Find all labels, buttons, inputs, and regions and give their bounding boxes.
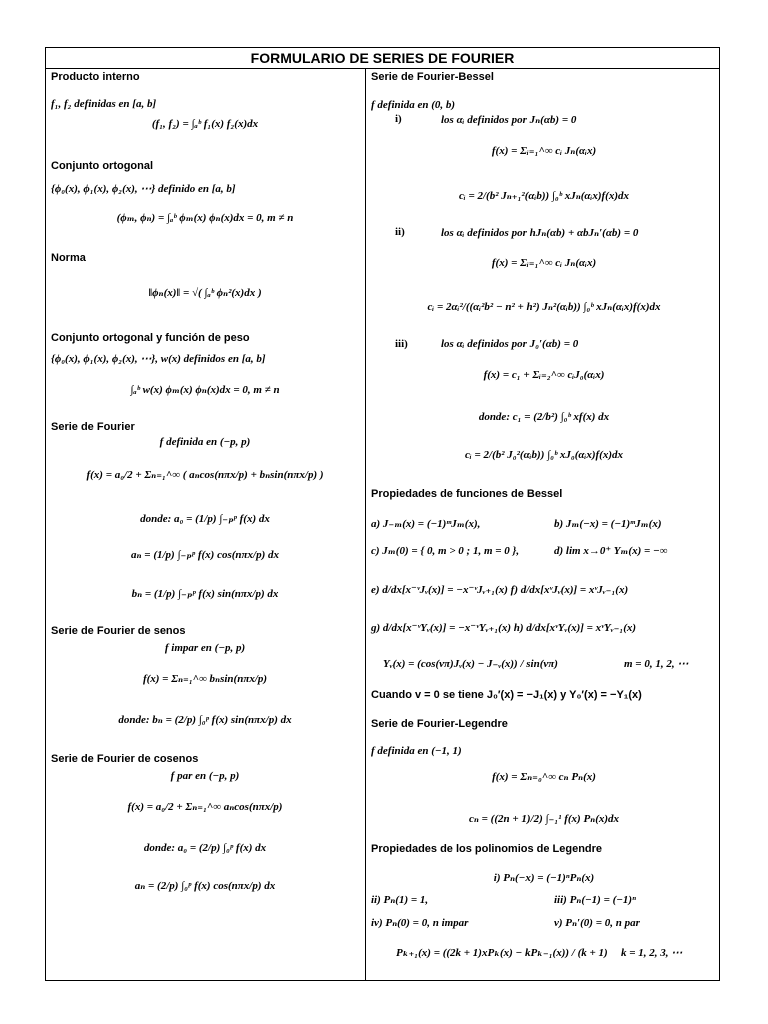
formula-line: cₙ = ((2n + 1)/2) ∫₋₁¹ f(x) Pₙ(x)dx <box>468 813 620 825</box>
formula-line: cᵢ = 2/(b² J₀²(αᵢb)) ∫₀ᵇ xJ₀(αᵢx)f(x)dx <box>465 449 623 461</box>
formula-line: f(x) = Σᵢ₌₁^∞ cᵢ Jₙ(αᵢx) <box>491 257 597 269</box>
formula-line: f₁, f₂ definidas en [a, b] <box>51 98 157 110</box>
formula-line: {ϕ₀(x), ϕ₁(x), ϕ₂(x), ⋯} definido en [a, b] <box>51 183 236 195</box>
section-heading: Conjunto ortogonal y función de peso <box>51 332 250 344</box>
formula-line: cᵢ = 2αᵢ²/((αᵢ²b² − n² + h²) Jₙ²(αᵢb)) ∫₀ᵇ xJₙ(αᵢx)f(x)dx <box>427 301 661 313</box>
formula-line: bₙ = (1/p) ∫₋ₚᵖ f(x) sin(nπx/p) dx <box>131 588 279 600</box>
formula-line: aₙ = (2/p) ∫₀ᵖ f(x) cos(nπx/p) dx <box>134 880 276 892</box>
section-heading: Serie de Fourier de senos <box>51 625 186 637</box>
formula-line: (ϕₘ, ϕₙ) = ∫ₐᵇ ϕₘ(x) ϕₙ(x)dx = 0, m ≠ n <box>116 212 294 224</box>
formula-line: d) lim x→0⁺ Yₘ(x) = −∞ <box>554 545 668 557</box>
formula-line: b) Jₘ(−x) = (−1)ᵐJₘ(x) <box>554 518 662 530</box>
formula-line: iv) Pₙ(0) = 0, n impar <box>371 917 469 929</box>
formula-line: e) d/dx[x⁻ᵛJᵥ(x)] = −x⁻ᵛJᵥ₊₁(x) f) d/dx[xᵛJᵥ(x)] = xᵛJᵥ₋₁(x) <box>371 584 629 596</box>
formula-line: donde: a₀ = (2/p) ∫₀ᵖ f(x) dx <box>143 842 267 854</box>
formula-line: f(x) = Σᵢ₌₁^∞ cᵢ Jₙ(αᵢx) <box>491 145 597 157</box>
item-label: i) <box>395 113 402 125</box>
formula-line: donde: c₁ = (2/b²) ∫₀ᵇ xf(x) dx <box>478 411 610 423</box>
section-heading: Serie de Fourier de cosenos <box>51 753 199 765</box>
item-label: ii) <box>395 226 405 238</box>
formula-line: {ϕ₀(x), ϕ₁(x), ϕ₂(x), ⋯}, w(x) definidos en [a, b] <box>51 353 266 365</box>
section-heading: Serie de Fourier <box>51 421 135 433</box>
formula-line: f(x) = Σₙ₌₀^∞ cₙ Pₙ(x) <box>492 771 596 783</box>
formula-line: f(x) = Σₙ₌₁^∞ bₙsin(nπx/p) <box>142 673 268 685</box>
formula-sheet <box>45 47 720 981</box>
formula-line: f definida en (−p, p) <box>159 436 251 448</box>
section-heading: Serie de Fourier-Legendre <box>371 718 508 730</box>
formula-line: f definida en (0, b) <box>371 99 456 111</box>
formula-line: donde: bₙ = (2/p) ∫₀ᵖ f(x) sin(nπx/p) dx <box>118 714 292 726</box>
formula-line: (f₁, f₂) = ∫ₐᵇ f₁(x) f₂(x)dx <box>151 118 259 130</box>
formula-line: f(x) = c₁ + Σᵢ₌₂^∞ cᵢJ₀(αᵢx) <box>483 369 605 381</box>
column-divider <box>365 68 366 980</box>
formula-line: g) d/dx[x⁻ᵛYᵥ(x)] = −x⁻ᵛYᵥ₊₁(x) h) d/dx[xᵛYᵥ(x)] = xᵛYᵥ₋₁(x) <box>371 622 637 634</box>
formula-line: i) Pₙ(−x) = (−1)ⁿPₙ(x) <box>493 872 595 884</box>
section-heading: Producto interno <box>51 71 140 83</box>
formula-line: los αᵢ definidos por Jₙ(αb) = 0 <box>441 114 577 126</box>
formula-line: c) Jₘ(0) = { 0, m > 0 ; 1, m = 0 }, <box>371 545 520 557</box>
formula-line: aₙ = (1/p) ∫₋ₚᵖ f(x) cos(nπx/p) dx <box>131 549 279 561</box>
formula-line: v) Pₙ′(0) = 0, n par <box>554 917 640 929</box>
formula-line: m = 0, 1, 2, ⋯ <box>624 658 689 670</box>
formula-line: f definida en (−1, 1) <box>371 745 462 757</box>
section-heading: Norma <box>51 252 86 264</box>
formula-line: Pₖ₊₁(x) = ((2k + 1)xPₖ(x) − kPₖ₋₁(x)) / (k + 1) <box>396 947 608 959</box>
formula-line: Yᵥ(x) = (cos(vπ)Jᵥ(x) − J₋ᵥ(x)) / sin(vπ) <box>383 658 558 670</box>
formula-line: ii) Pₙ(1) = 1, <box>371 894 429 906</box>
section-heading: Propiedades de funciones de Bessel <box>371 488 563 500</box>
formula-line: f par en (−p, p) <box>170 770 240 782</box>
section-heading: Propiedades de los polinomios de Legendre <box>371 843 603 855</box>
formula-line: donde: a₀ = (1/p) ∫₋ₚᵖ f(x) dx <box>140 513 270 525</box>
formula-line: ‖ϕₙ(x)‖ = √( ∫ₐᵇ ϕₙ²(x)dx ) <box>148 287 262 299</box>
formula-line: a) J₋ₘ(x) = (−1)ᵐJₘ(x), <box>371 518 481 530</box>
section-heading: Serie de Fourier-Bessel <box>371 71 494 83</box>
formula-line: f(x) = a₀/2 + Σₙ₌₁^∞ aₙcos(nπx/p) <box>127 801 283 813</box>
formula-line: los αᵢ definidos por J₀′(αb) = 0 <box>441 338 579 350</box>
formula-line: Cuando v = 0 se tiene J₀′(x) = −J₁(x) y Y₀′(x) = −Y₁(x) <box>371 689 642 701</box>
formula-line: k = 1, 2, 3, ⋯ <box>621 947 683 959</box>
formula-line: iii) Pₙ(−1) = (−1)ⁿ <box>554 894 636 906</box>
formula-line: f(x) = a₀/2 + Σₙ₌₁^∞ ( aₙcos(nπx/p) + bₙsin(nπx/p) ) <box>86 469 324 481</box>
item-label: iii) <box>395 338 408 350</box>
formula-line: los αᵢ definidos por hJₙ(αb) + αbJₙ′(αb) = 0 <box>441 227 639 239</box>
formula-line: cᵢ = 2/(b² Jₙ₊₁²(αᵢb)) ∫₀ᵇ xJₙ(αᵢx)f(x)dx <box>458 190 630 202</box>
page-title: FORMULARIO DE SERIES DE FOURIER <box>46 48 719 69</box>
section-heading: Conjunto ortogonal <box>51 160 154 172</box>
formula-line: f impar en (−p, p) <box>164 642 246 654</box>
formula-line: ∫ₐᵇ w(x) ϕₘ(x) ϕₙ(x)dx = 0, m ≠ n <box>130 384 280 396</box>
